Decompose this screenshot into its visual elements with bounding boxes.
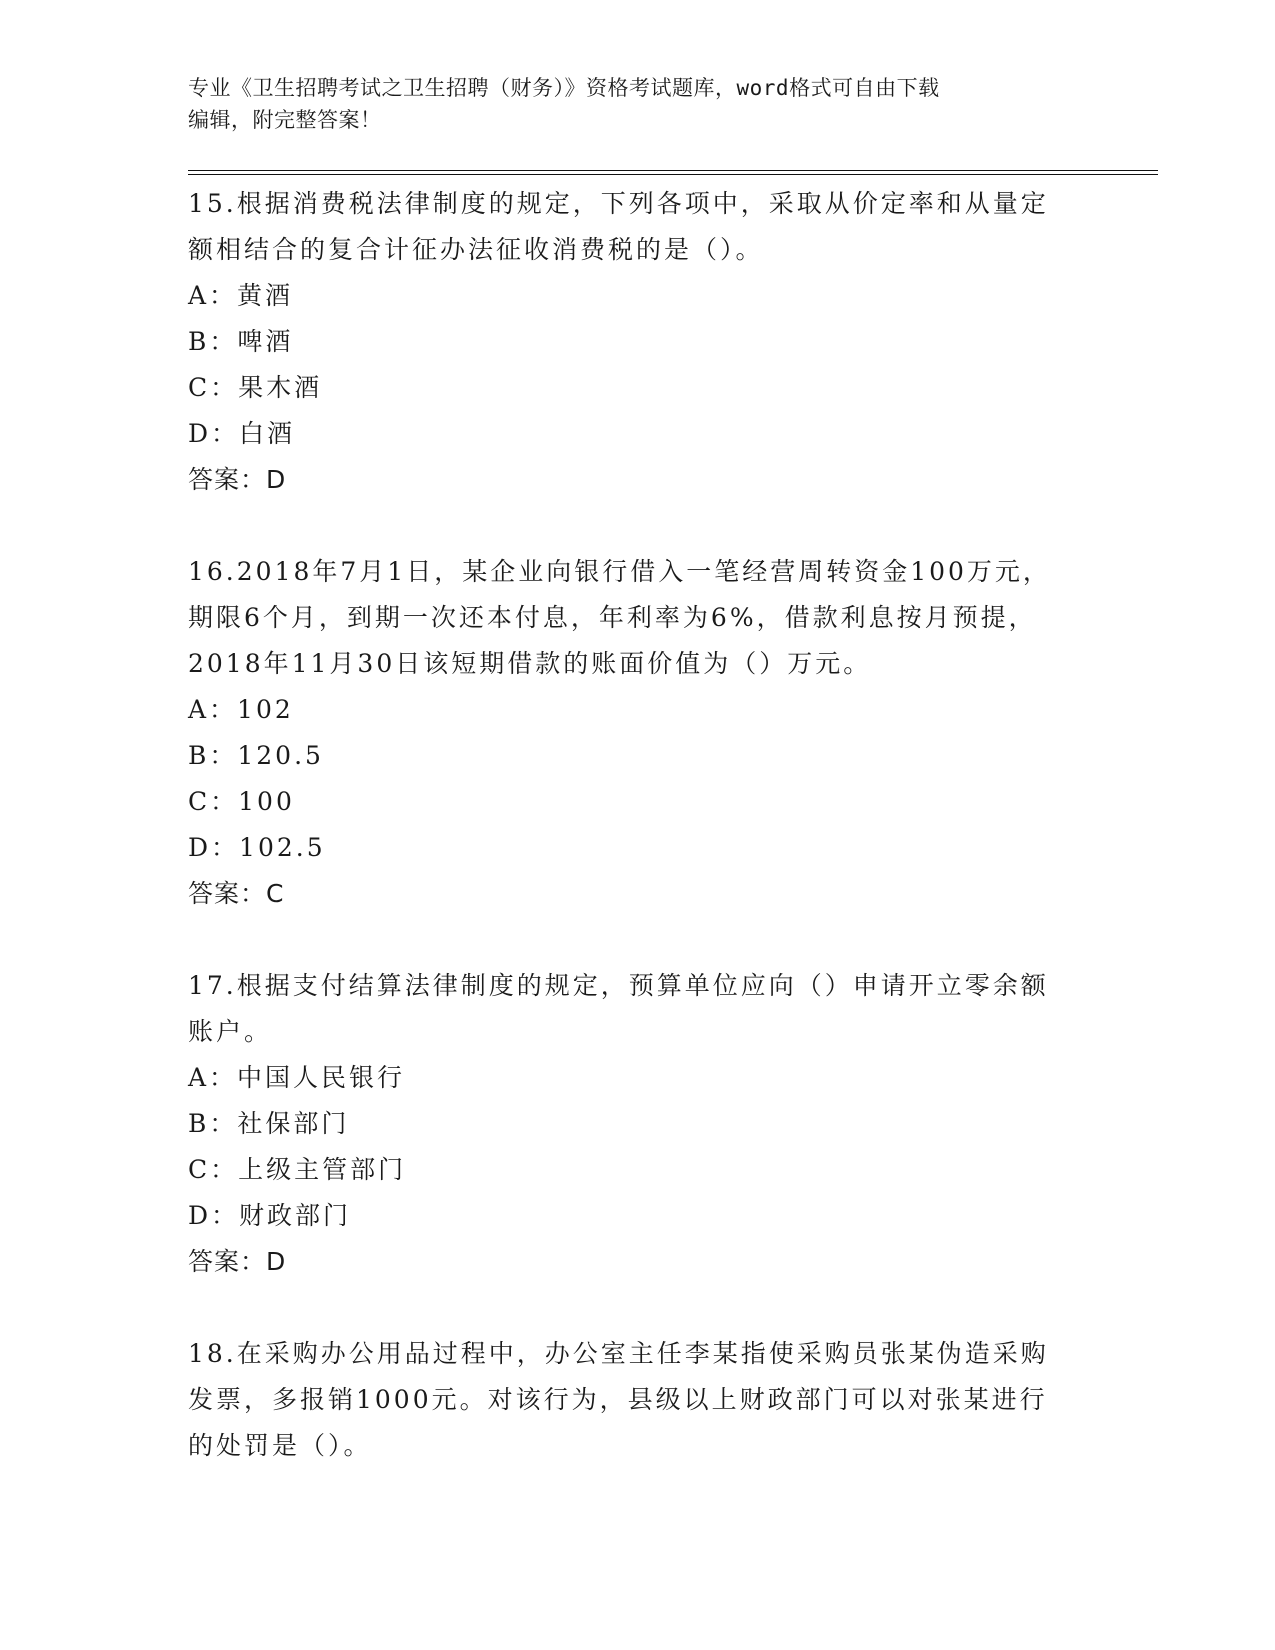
header-divider (188, 170, 1158, 175)
option-c: C：100 (188, 787, 295, 816)
question-stem (188, 1331, 1088, 1469)
stem-line: 16.2018年7月1日，某企业向银行借入一笔经营周转资金100万元， (188, 557, 1051, 586)
option-c: C：果木酒 (188, 373, 323, 402)
stem-line: 额相结合的复合计征办法征收消费税的是（）。 (188, 235, 764, 264)
option-c: C：上级主管部门 (188, 1155, 407, 1184)
question-17 (188, 963, 1158, 1285)
question-15 (188, 181, 1158, 503)
stem-line: 2018年11月30日该短期借款的账面价值为（）万元。 (188, 649, 872, 678)
stem-line: 15.根据消费税法律制度的规定，下列各项中，采取从价定率和从量定 (188, 189, 1049, 218)
option-d: D：102.5 (188, 833, 326, 862)
stem-line: 18.在采购办公用品过程中，办公室主任李某指使采购员张某伪造采购 (188, 1339, 1049, 1368)
question-spacer (188, 917, 1158, 963)
answer: 答案：D (188, 1247, 287, 1276)
question-spacer (188, 503, 1158, 549)
question-16 (188, 549, 1158, 917)
answer: 答案：D (188, 465, 287, 494)
question-stem (188, 181, 1088, 273)
document-page (188, 72, 1158, 1469)
stem-line: 期限6个月，到期一次还本付息，年利率为6%，借款利息按月预提， (188, 603, 1037, 632)
header-line: 专业《卫生招聘考试之卫生招聘（财务）》资格考试题库，word格式可自由下载 (188, 76, 940, 100)
stem-line: 账户。 (188, 1017, 273, 1046)
stem-line: 的处罚是（）。 (188, 1431, 372, 1460)
option-d: D：财政部门 (188, 1201, 352, 1230)
option-b: B：社保部门 (188, 1109, 350, 1138)
question-spacer (188, 1285, 1158, 1331)
answer: 答案：C (188, 879, 285, 908)
stem-line: 发票，多报销1000元。对该行为，县级以上财政部门可以对张某进行 (188, 1385, 1048, 1414)
option-a: A：中国人民银行 (188, 1063, 406, 1092)
option-a: A：黄酒 (188, 281, 294, 310)
option-b: B：啤酒 (188, 327, 294, 356)
header-line: 编辑，附完整答案！ (188, 108, 382, 132)
question-stem (188, 963, 1088, 1055)
question-stem (188, 549, 1088, 687)
option-a: A：102 (188, 695, 294, 724)
question-18 (188, 1331, 1158, 1469)
document-header (188, 72, 1068, 136)
option-d: D：白酒 (188, 419, 296, 448)
stem-line: 17.根据支付结算法律制度的规定，预算单位应向（）申请开立零余额 (188, 971, 1049, 1000)
option-b: B：120.5 (188, 741, 324, 770)
